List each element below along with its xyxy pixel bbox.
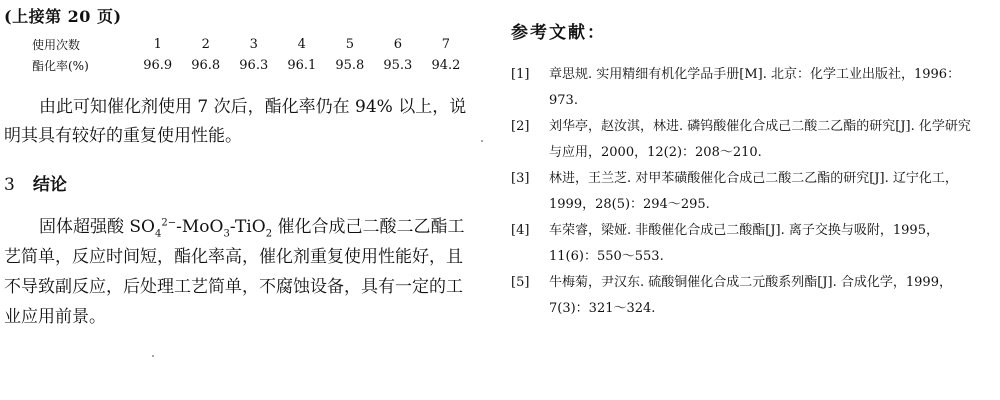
reference-number: [3] (511, 171, 530, 186)
conclusion-paragraph (4, 212, 474, 332)
usage-count-cell: 7 (441, 37, 451, 52)
reference-text: 刘华亭，赵汝淇，林进. 磷钨酸催化合成己二酸二乙酯的研究[J]. 化学研究与应用，2000，12(2)：208～210. (549, 119, 971, 160)
reference-item (511, 114, 981, 166)
esterification-rate-cell: 95.8 (335, 58, 365, 73)
usage-count-row (0, 34, 470, 55)
usage-count-cell: 2 (201, 37, 210, 52)
conclusion-body: 催化合成己二酸二乙酯工艺简单，反应时间短，酯化率高，催化剂重复使用性能好，且不导致副反应，后处理工艺简单，不腐蚀设备，具有一定的工业应用前景。 (4, 217, 465, 327)
esterification-rate-row (0, 55, 470, 76)
section-title: 结论 (32, 175, 67, 195)
conclusion-lead: 固体超强酸 (39, 217, 124, 237)
esterification-rate-cell: 96.3 (239, 58, 269, 73)
formula-sulfate: SO (129, 217, 155, 237)
reference-item (511, 62, 981, 114)
reference-text: 牛梅菊，尹汉东. 硫酸铜催化合成二元酸系列酯[J]. 合成化学，1999，7(3)：321～324. (549, 275, 952, 316)
formula-molybdenum-subscript: 3 (223, 228, 230, 240)
reference-number: [2] (511, 119, 530, 134)
usage-count-cell: 1 (153, 37, 162, 52)
formula-titanium-oxide: -TiO (229, 217, 266, 237)
usage-count-cell: 3 (249, 37, 258, 52)
usage-count-cell: 6 (393, 37, 402, 52)
continued-from-note: (上接第 20 页) (4, 7, 122, 26)
esterification-rate-label: 酯化率(%) (32, 59, 89, 73)
formula-sulfate-charge: 2− (161, 217, 177, 229)
esterification-rate-cell: 95.3 (383, 58, 413, 73)
reference-number: [1] (511, 67, 530, 82)
scan-speck (152, 355, 154, 357)
reference-text: 车荣睿，梁娅. 非酸催化合成己二酸酯[J]. 离子交换与吸附，1995，11(6)：550～553. (549, 223, 939, 264)
esterification-rate-cell: 96.8 (191, 58, 221, 73)
formula-sulfate-subscript: 4 (155, 228, 162, 240)
formula-molybdenum-oxide: -MoO (176, 217, 224, 237)
reference-number: [5] (511, 275, 530, 290)
reuse-data-table (0, 34, 470, 76)
reference-text: 林进，王兰芝. 对甲苯磺酸催化合成己二酸二乙酯的研究[J]. 辽宁化工，1999，28(5)：294～295. (549, 171, 958, 212)
reference-item (511, 270, 981, 322)
reference-list (511, 62, 981, 322)
references-title: 参考文献： (511, 23, 606, 43)
usage-count-label: 使用次数 (32, 38, 81, 52)
scan-speck (481, 140, 483, 142)
esterification-rate-cell: 96.9 (143, 58, 173, 73)
catalyst-formula (129, 217, 273, 240)
esterification-rate-cell: 96.1 (287, 58, 317, 73)
reference-number: [4] (511, 223, 530, 238)
usage-count-cell: 5 (345, 37, 354, 52)
usage-count-cell: 4 (297, 37, 306, 52)
esterification-rate-cell: 94.2 (431, 58, 461, 73)
formula-titanium-subscript: 2 (265, 228, 273, 240)
section-number: 3 (4, 175, 15, 195)
reference-item (511, 218, 981, 270)
reference-text: 章思规. 实用精细有机化学品手册[M]. 北京：化学工业出版社，1996：973. (549, 67, 961, 108)
reference-item (511, 166, 981, 218)
reuse-conclusion-paragraph: 由此可知催化剂使用 7 次后，酯化率仍在 94% 以上，说明其具有较好的重复使用性能。 (4, 97, 467, 146)
section-heading (4, 170, 67, 195)
